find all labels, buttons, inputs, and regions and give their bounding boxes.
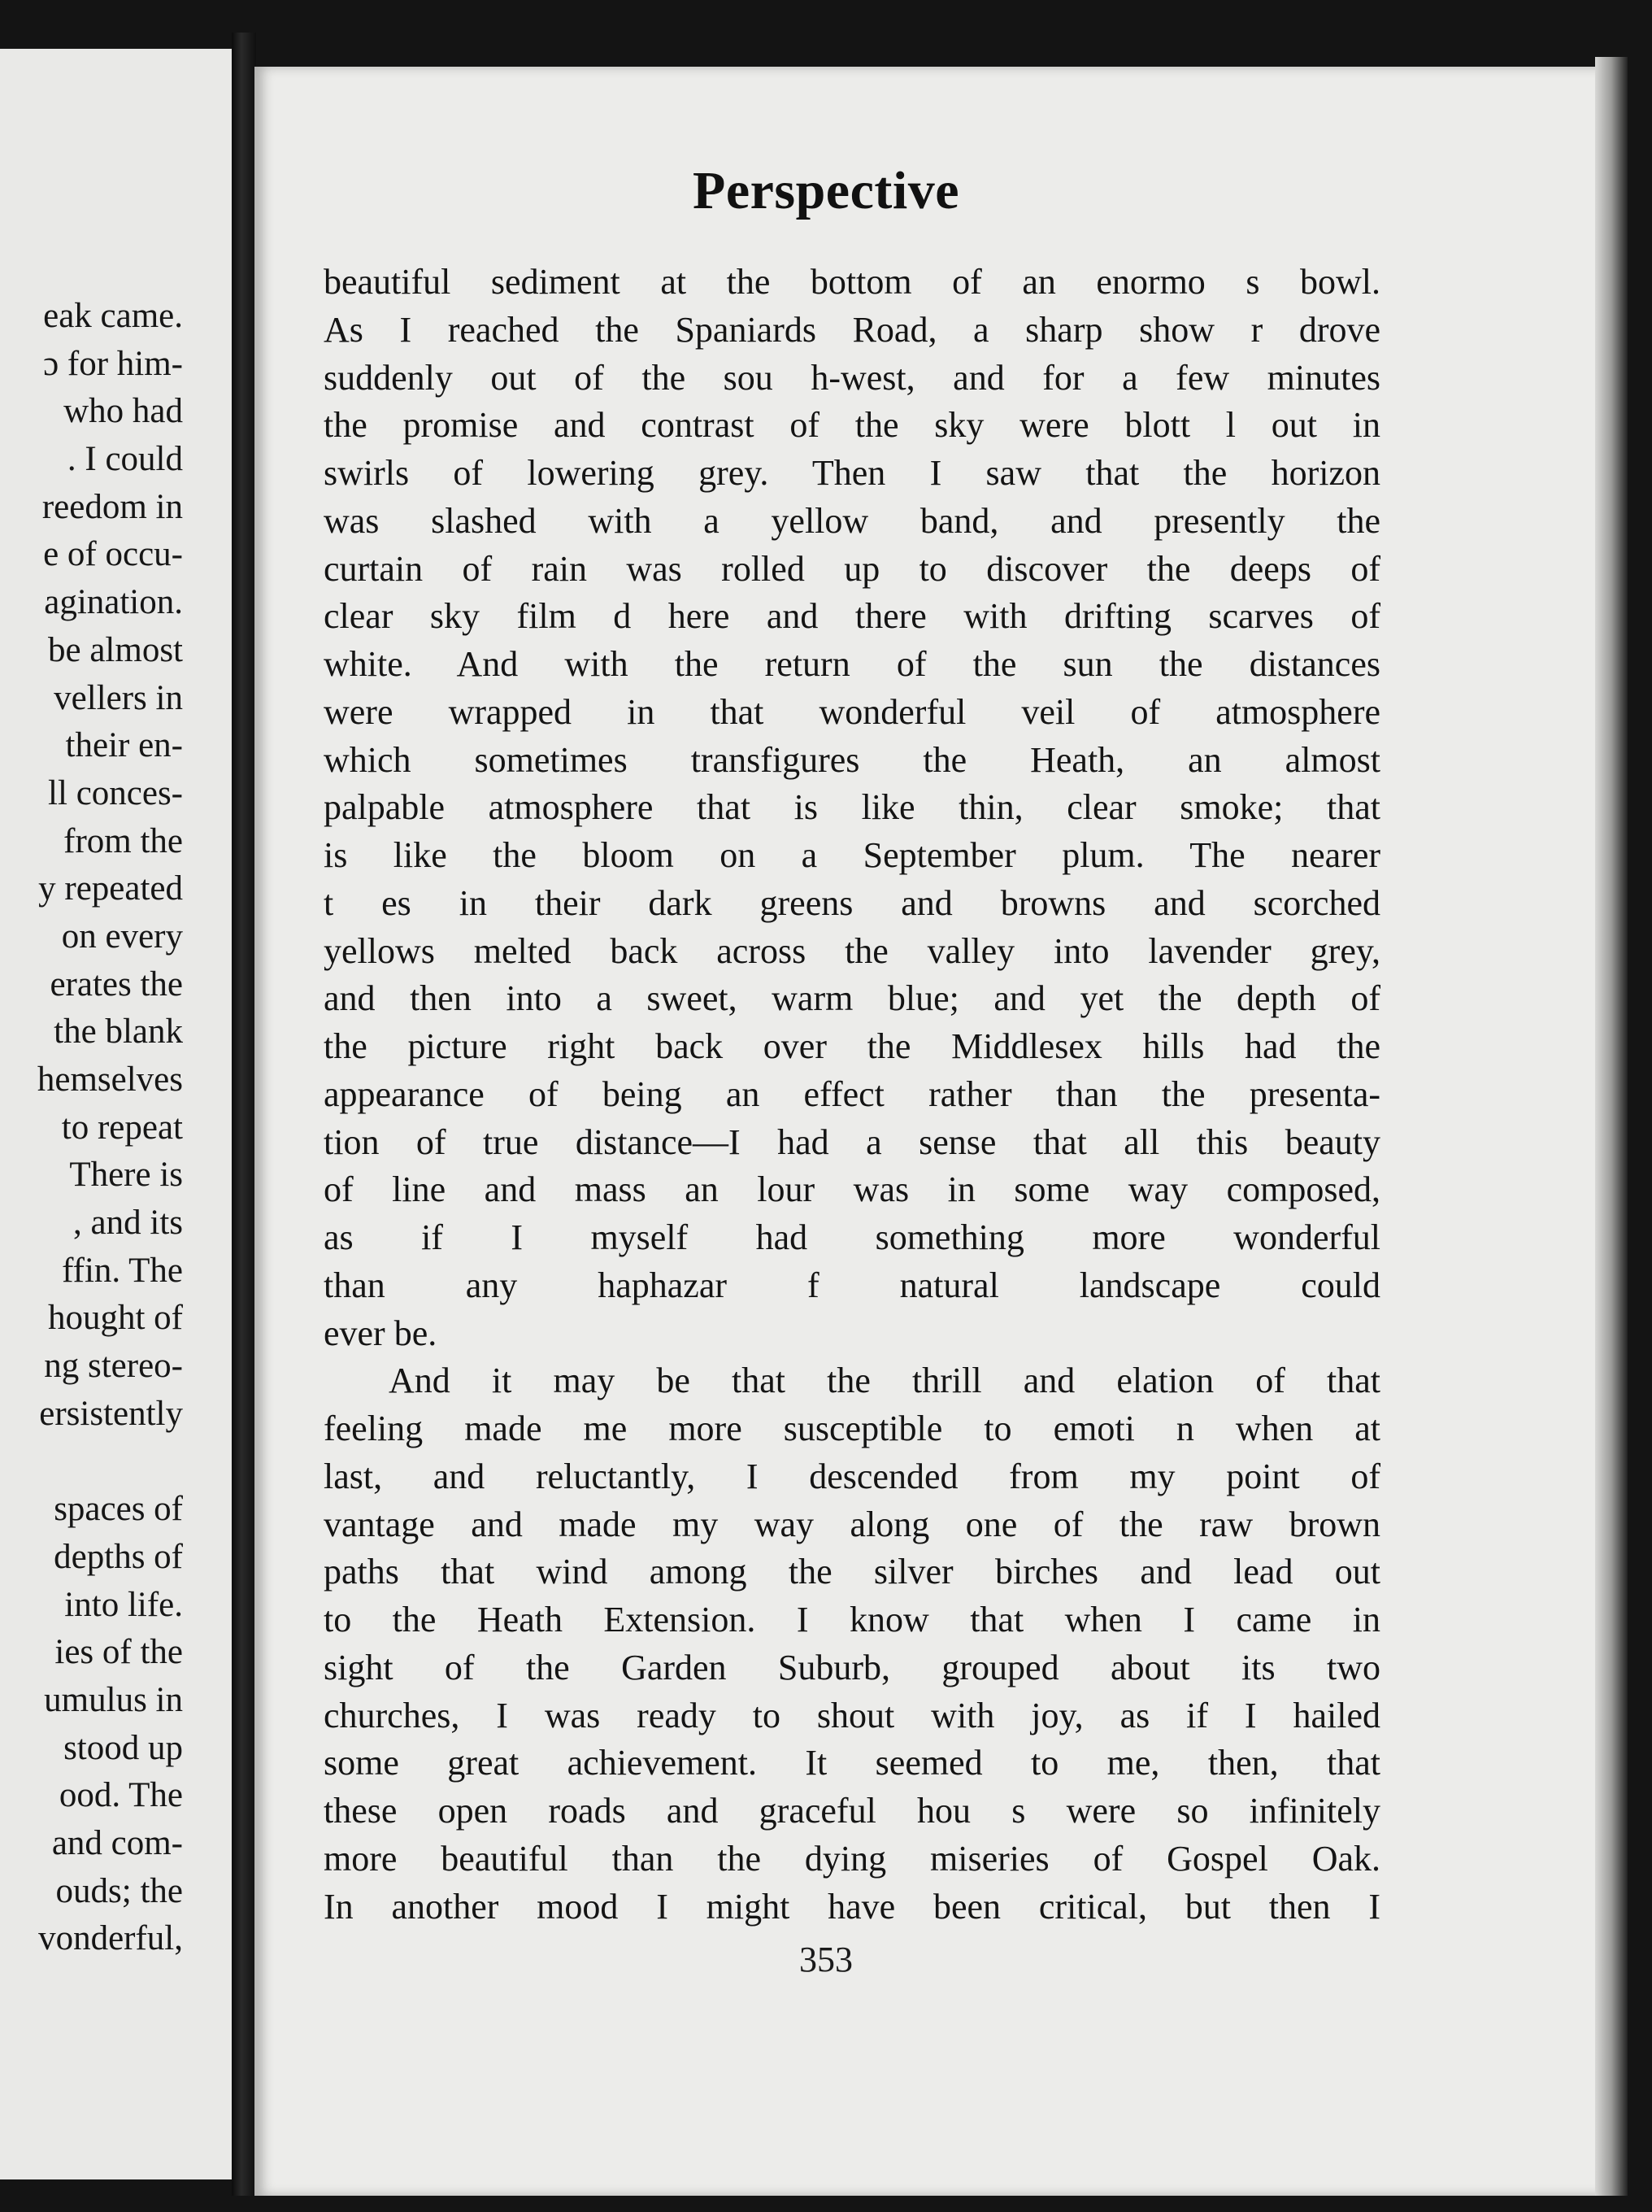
left-page-line: into life. xyxy=(64,1585,183,1624)
running-head: Perspective xyxy=(693,161,959,220)
left-page-line xyxy=(0,1439,183,1487)
left-page-line: umulus in xyxy=(44,1680,183,1719)
left-page-line: be almost xyxy=(48,630,183,669)
text-line: ever be. xyxy=(324,1313,437,1353)
left-page-line: vellers in xyxy=(54,678,183,717)
text-line: yellows melted back across the valley into lavender grey, xyxy=(324,930,1380,971)
text-line: as if I myself had something more wonderful xyxy=(324,1217,1380,1257)
text-line: suddenly out of the sou h-west, and for a few minutes xyxy=(324,357,1380,398)
text-line: some great achievement. It seemed to me, then, that xyxy=(324,1743,1380,1783)
left-page-line: ll conces- xyxy=(48,773,183,812)
page-edge-shadow xyxy=(1595,57,1628,2196)
book-gutter xyxy=(232,33,256,2196)
text-line: vantage and made my way along one of the raw brown xyxy=(324,1504,1380,1544)
left-page-line: . I could xyxy=(67,440,183,479)
left-page-line: ood. The xyxy=(59,1776,183,1815)
text-line: these open roads and graceful hou s were so infinitely xyxy=(324,1791,1380,1831)
left-page-line: eak came. xyxy=(43,297,183,335)
page-number: 353 xyxy=(799,1940,853,1979)
text-line: appearance of being an effect rather than the presenta- xyxy=(324,1073,1380,1114)
left-page-line: to repeat xyxy=(61,1108,183,1147)
text-line: which sometimes transfigures the Heath, an almost xyxy=(324,739,1380,780)
left-page-line: ersistently xyxy=(39,1394,183,1433)
text-line: t es in their dark greens and browns and scorched xyxy=(324,882,1380,923)
text-line: and then into a sweet, warm blue; and yet the depth of xyxy=(324,978,1380,1019)
left-page-line: ɔ for him- xyxy=(43,344,183,383)
left-page-line: from the xyxy=(63,821,183,860)
text-line: was slashed with a yellow band, and presently the xyxy=(324,500,1380,541)
left-page-line: ng stereo- xyxy=(44,1347,183,1386)
left-facing-page xyxy=(0,49,232,2179)
text-line: of line and mass an lour was in some way composed, xyxy=(324,1169,1380,1210)
text-line: And it may be that the thrill and elation of that xyxy=(389,1361,1380,1401)
text-line: is like the bloom on a September plum. The nearer xyxy=(324,835,1380,875)
left-page-line: ies of the xyxy=(54,1633,183,1672)
text-line: more beautiful than the dying miseries of Gospel Oak. xyxy=(324,1838,1380,1879)
left-page-line: e of occu- xyxy=(43,535,183,574)
left-page-line: hemselves xyxy=(37,1060,183,1099)
text-line: white. And with the return of the sun the distances xyxy=(324,644,1380,684)
text-line: to the Heath Extension. I know that when I came in xyxy=(324,1600,1380,1639)
text-line: tion of true distance—I had a sense that all this beauty xyxy=(324,1121,1380,1162)
text-line: As I reached the Spaniards Road, a sharp show r drove xyxy=(324,309,1380,350)
left-page-line: spaces of xyxy=(54,1490,183,1529)
left-page-line: ffin. The xyxy=(62,1251,183,1290)
left-page-line: ouds; the xyxy=(55,1871,183,1910)
text-line: clear sky film d here and there with drifting scarves of xyxy=(324,596,1380,637)
text-line: curtain of rain was rolled up to discover the deeps of xyxy=(324,548,1380,589)
left-page-line: depths of xyxy=(54,1537,183,1576)
left-page-line: erates the xyxy=(50,964,183,1004)
text-line: the promise and contrast of the sky were blott l out in xyxy=(324,405,1380,446)
left-page-line: the blank xyxy=(54,1012,183,1052)
left-page-line: and com- xyxy=(51,1824,183,1862)
text-line: paths that wind among the silver birches and lead out xyxy=(324,1552,1380,1592)
text-line: the picture right back over the Middlesex hills had the xyxy=(324,1026,1380,1066)
left-page-line: reedom in xyxy=(41,487,183,526)
text-line: than any haphazar f natural landscape could xyxy=(324,1265,1380,1305)
left-page-line: who had xyxy=(63,392,183,431)
left-page-line: their en- xyxy=(65,726,183,765)
text-line: beautiful sediment at the bottom of an enormo s bowl. xyxy=(324,262,1380,302)
text-line: sight of the Garden Suburb, grouped about its two xyxy=(324,1647,1380,1687)
text-line: were wrapped in that wonderful veil of atmosphere xyxy=(324,691,1380,732)
left-page-line: agination. xyxy=(44,583,183,622)
left-page-line: on every xyxy=(61,917,183,956)
text-line: last, and reluctantly, I descended from my point of xyxy=(324,1456,1380,1496)
left-page-line: stood up xyxy=(63,1728,183,1767)
text-line: feeling made me more susceptible to emoti n when at xyxy=(324,1409,1380,1448)
left-page-line: y repeated xyxy=(38,869,183,908)
text-line: swirls of lowering grey. Then I saw that the horizon xyxy=(324,453,1380,493)
text-line: palpable atmosphere that is like thin, clear smoke; that xyxy=(324,787,1380,828)
left-page-line: hought of xyxy=(47,1299,183,1338)
left-page-text-column xyxy=(0,293,183,1963)
left-page-line: There is xyxy=(69,1156,183,1195)
text-line: In another mood I might have been critical, but then I xyxy=(324,1886,1380,1927)
body-text xyxy=(324,259,1380,1931)
left-page-line: vonderful, xyxy=(38,1919,183,1958)
left-page-line: , and its xyxy=(73,1204,183,1243)
text-line: churches, I was ready to shout with joy, as if I hailed xyxy=(324,1695,1380,1735)
